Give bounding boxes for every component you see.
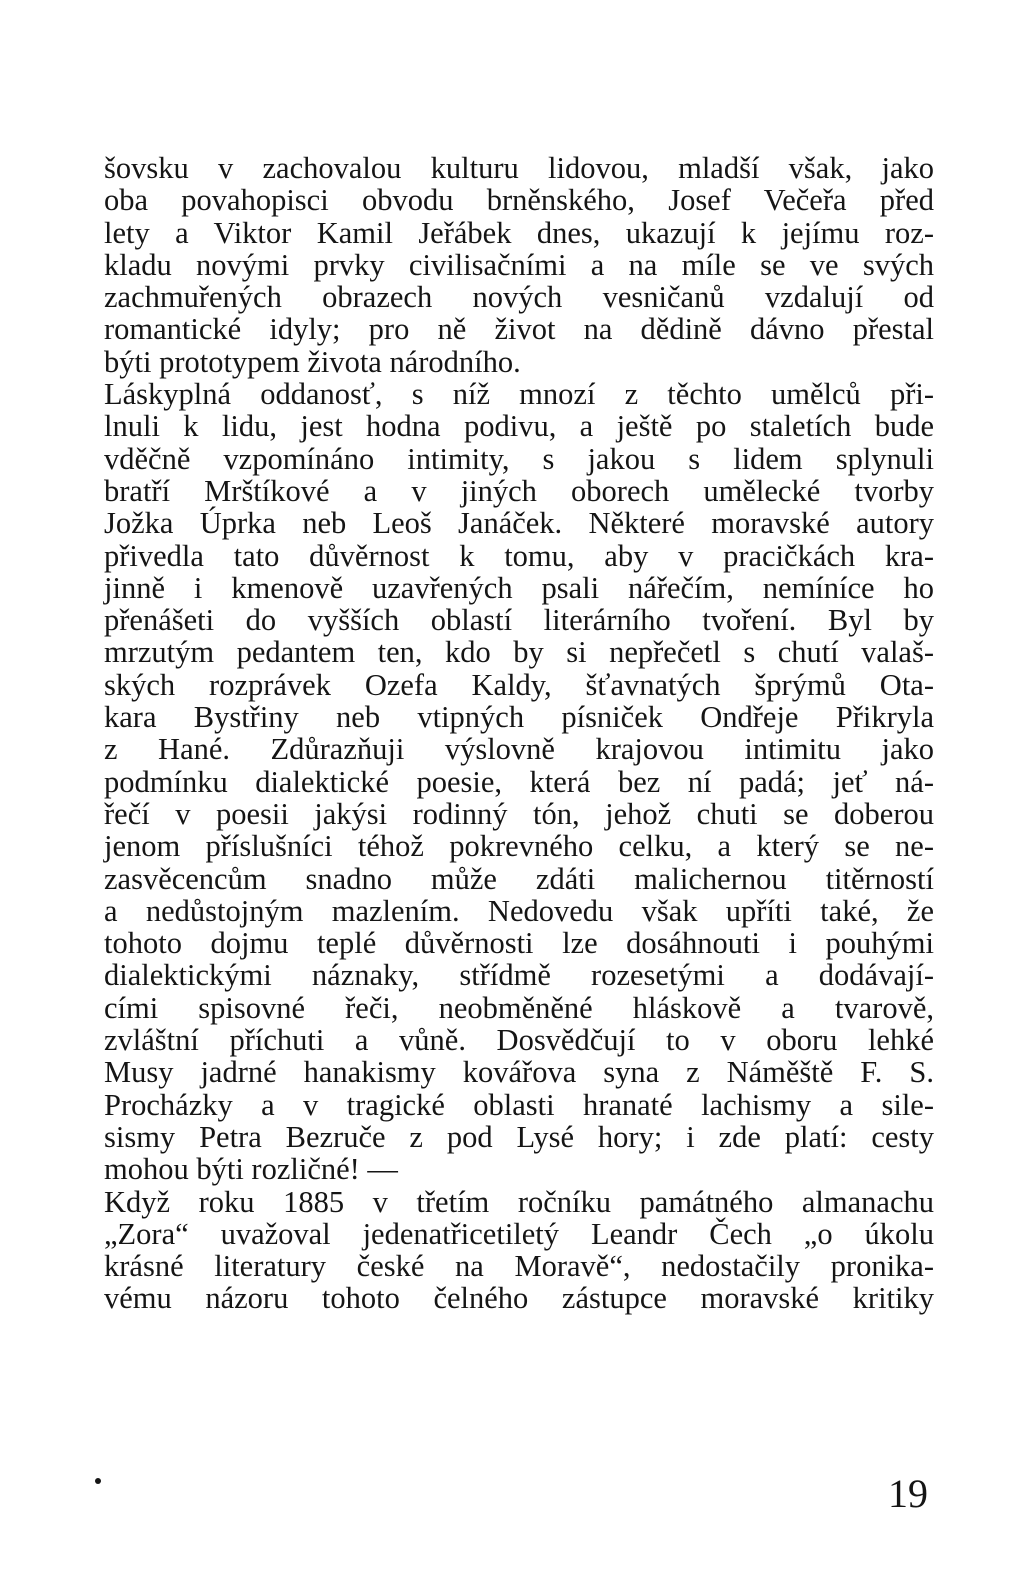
text-line: ských rozprávek Ozefa Kaldy, šťavnatých šprýmů Ota- [104,667,934,702]
text-line: bratří Mrštíkové a v jiných oborech umělecké tvorby [104,473,934,508]
text-line: mrzutým pedantem ten, kdo by si nepřečetl s chutí valaš- [104,635,934,670]
text-line: jenom příslušníci téhož pokrevného celku, a který se ne- [104,829,934,864]
text-line: jinně i kmenově uzavřených psali nářečím, nemíníce ho [104,570,934,605]
text-line: lnuli k lidu, jest hodna podivu, a ještě po staletích bude [104,409,934,444]
printer-mark [95,1478,101,1484]
text-line: Musy jadrné hanakismy kovářova syna z Náměště F. S. [104,1055,934,1090]
text-line: z Hané. Zdůrazňuji výslovně krajovou intimitu jako [104,732,934,767]
text-line: zasvěcencům snadno může zdáti malichernou titěrností [104,861,934,896]
text-line: zvláštní příchuti a vůně. Dosvědčují to v oboru lehké [104,1023,934,1058]
text-line: podmínku dialektické poesie, která bez ní padá; jeť ná- [104,764,934,799]
text-line: býti prototypem života národního. [104,344,521,379]
text-line: přenášeti do vyšších oblastí literárního tvoření. Byl by [104,603,934,638]
text-line: krásné literatury české na Moravě“, nedostačily pronika- [104,1249,934,1284]
text-line: kara Bystřiny neb vtipných písniček Ondřeje Přikryla [104,700,934,735]
text-line: dialektickými náznaky, střídmě rozesetými a dodávají- [104,958,934,993]
text-line: přivedla tato důvěrnost k tomu, aby v pracičkách kra- [104,538,934,573]
text-line: romantické idyly; pro ně život na dědině dávno přestal [104,312,934,347]
text-line: řečí v poesii jakýsi rodinný tón, jehož chuti se doberou [104,796,934,831]
text-line: „Zora“ uvažoval jedenatřicetiletý Leandr Čech „o úkolu [104,1216,934,1251]
text-line: šovsku v zachovalou kulturu lidovou, mladší však, jako [104,151,934,185]
body-text [104,152,934,1315]
page-number: 19 [888,1471,928,1516]
text-line: lety a Viktor Kamil Jeřábek dnes, ukazují k jejímu roz- [104,215,934,250]
text-line: oba povahopisci obvodu brněnského, Josef Večeřa před [104,183,934,218]
text-line: vému názoru tohoto čelného zástupce moravské kritiky [104,1281,934,1316]
text-line: tohoto dojmu teplé důvěrnosti lze dosáhnouti i pouhými [104,926,934,961]
text-line: vděčně vzpomínáno intimity, s jakou s lidem splynuli [104,441,934,476]
text-line: Procházky a v tragické oblasti hranaté lachismy a sile- [104,1087,934,1122]
text-line: Láskyplná oddanosť, s níž mnozí z těchto umělců při- [104,377,934,412]
text-line: cími spisovné řeči, neobměněné hláskově a tvarově, [104,990,934,1025]
text-line: Když roku 1885 v třetím ročníku památného almanachu [104,1184,934,1219]
text-line: a nedůstojným mazlením. Nedovedu však upříti také, že [104,893,934,928]
text-line: sismy Petra Bezruče z pod Lysé hory; i zde platí: cesty [104,1119,934,1154]
text-line: Jožka Úprka neb Leoš Janáček. Některé moravské autory [104,506,934,541]
text-line: kladu novými prvky civilisačními a na míle se ve svých [104,247,934,282]
text-line: mohou býti rozličné! — [104,1152,398,1187]
text-line: zachmuřených obrazech nových vesničanů vzdalují od [104,280,934,315]
